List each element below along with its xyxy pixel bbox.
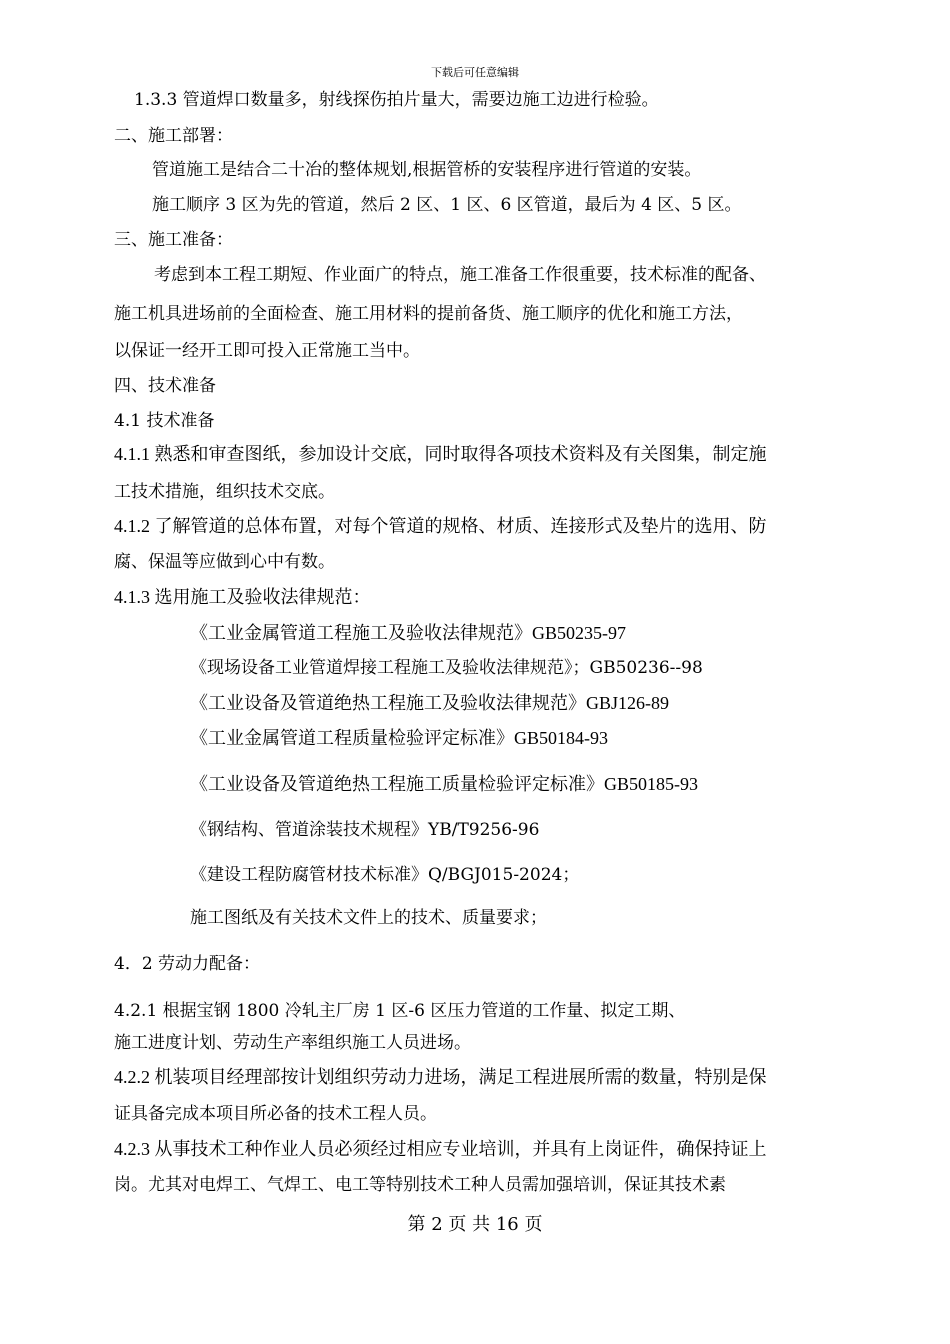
text-line: 4.1.2 了解管道的总体布置，对每个管道的规格、材质、连接形式及垫片的选用、防	[114, 516, 767, 536]
standard-item: 《工业金属管道工程施工及验收法律规范》GB50235-97	[190, 623, 626, 643]
section-heading: 三、施工准备：	[114, 230, 233, 250]
standard-item: 《现场设备工业管道焊接工程施工及验收法律规范》；GB50236--98	[190, 658, 703, 678]
section-heading: 四、技术准备	[114, 376, 216, 396]
standard-item: 《工业设备及管道绝热工程施工及验收法律规范》GBJ126-89	[190, 693, 670, 713]
text-line: 管道施工是结合二十冶的整体规划,根据管桥的安装程序进行管道的安装。	[152, 160, 702, 180]
text-line: 以保证一经开工即可投入正常施工当中。	[114, 341, 420, 361]
text-line: 施工进度计划、劳动生产率组织施工人员进场。	[114, 1033, 471, 1053]
subsection-heading: 4．2 劳动力配备：	[114, 954, 261, 974]
text-line: 证具备完成本项目所必备的技术工程人员。	[114, 1104, 437, 1124]
subsection-heading: 4.1 技术准备	[114, 411, 215, 431]
text-line: 施工机具进场前的全面检查、施工用材料的提前备货、施工顺序的优化和施工方法，	[114, 304, 743, 324]
section-heading: 二、施工部署：	[114, 126, 233, 146]
text-line: 工技术措施，组织技术交底。	[114, 482, 335, 502]
text-line: 施工顺序 3 区为先的管道，然后 2 区、1 区、6 区管道，最后为 4 区、5 区。	[152, 195, 742, 215]
text-line: 施工图纸及有关技术文件上的技术、质量要求；	[190, 908, 547, 928]
text-line: 4.2.3 从事技术工种作业人员必须经过相应专业培训，并具有上岗证件，确保持证上	[114, 1139, 767, 1159]
text-line: 岗。尤其对电焊工、气焊工、电工等特别技术工种人员需加强培训，保证其技术素	[114, 1175, 726, 1195]
text-line: 考虑到本工程工期短、作业面广的特点，施工准备工作很重要，技术标准的配备、	[154, 265, 766, 285]
text-line: 4.2.1 根据宝钢 1800 冷轧主厂房 1 区-6 区压力管道的工作量、拟定工期、	[114, 1001, 686, 1021]
text-line: 1.3.3 管道焊口数量多，射线探伤拍片量大，需要边施工边进行检验。	[134, 90, 659, 110]
page-header: 下载后可任意编辑	[431, 66, 519, 79]
text-line: 4.1.1 熟悉和审查图纸，参加设计交底，同时取得各项技术资料及有关图集，制定施	[114, 444, 767, 464]
standard-item: 《工业金属管道工程质量检验评定标准》GB50184-93	[190, 728, 608, 748]
page-number: 第 2 页 共 16 页	[407, 1214, 543, 1235]
standard-item: 《钢结构、管道涂装技术规程》YB/T9256-96	[190, 820, 540, 840]
text-line: 腐、保温等应做到心中有数。	[114, 552, 335, 572]
standard-item: 《工业设备及管道绝热工程施工质量检验评定标准》GB50185-93	[190, 774, 698, 794]
text-line: 4.2.2 机装项目经理部按计划组织劳动力进场，满足工程进展所需的数量，特别是保	[114, 1067, 767, 1087]
text-line: 4.1.3 选用施工及验收法律规范：	[114, 587, 371, 607]
standard-item: 《建设工程防腐管材技术标准》Q/BGJ015-2024；	[190, 865, 580, 885]
